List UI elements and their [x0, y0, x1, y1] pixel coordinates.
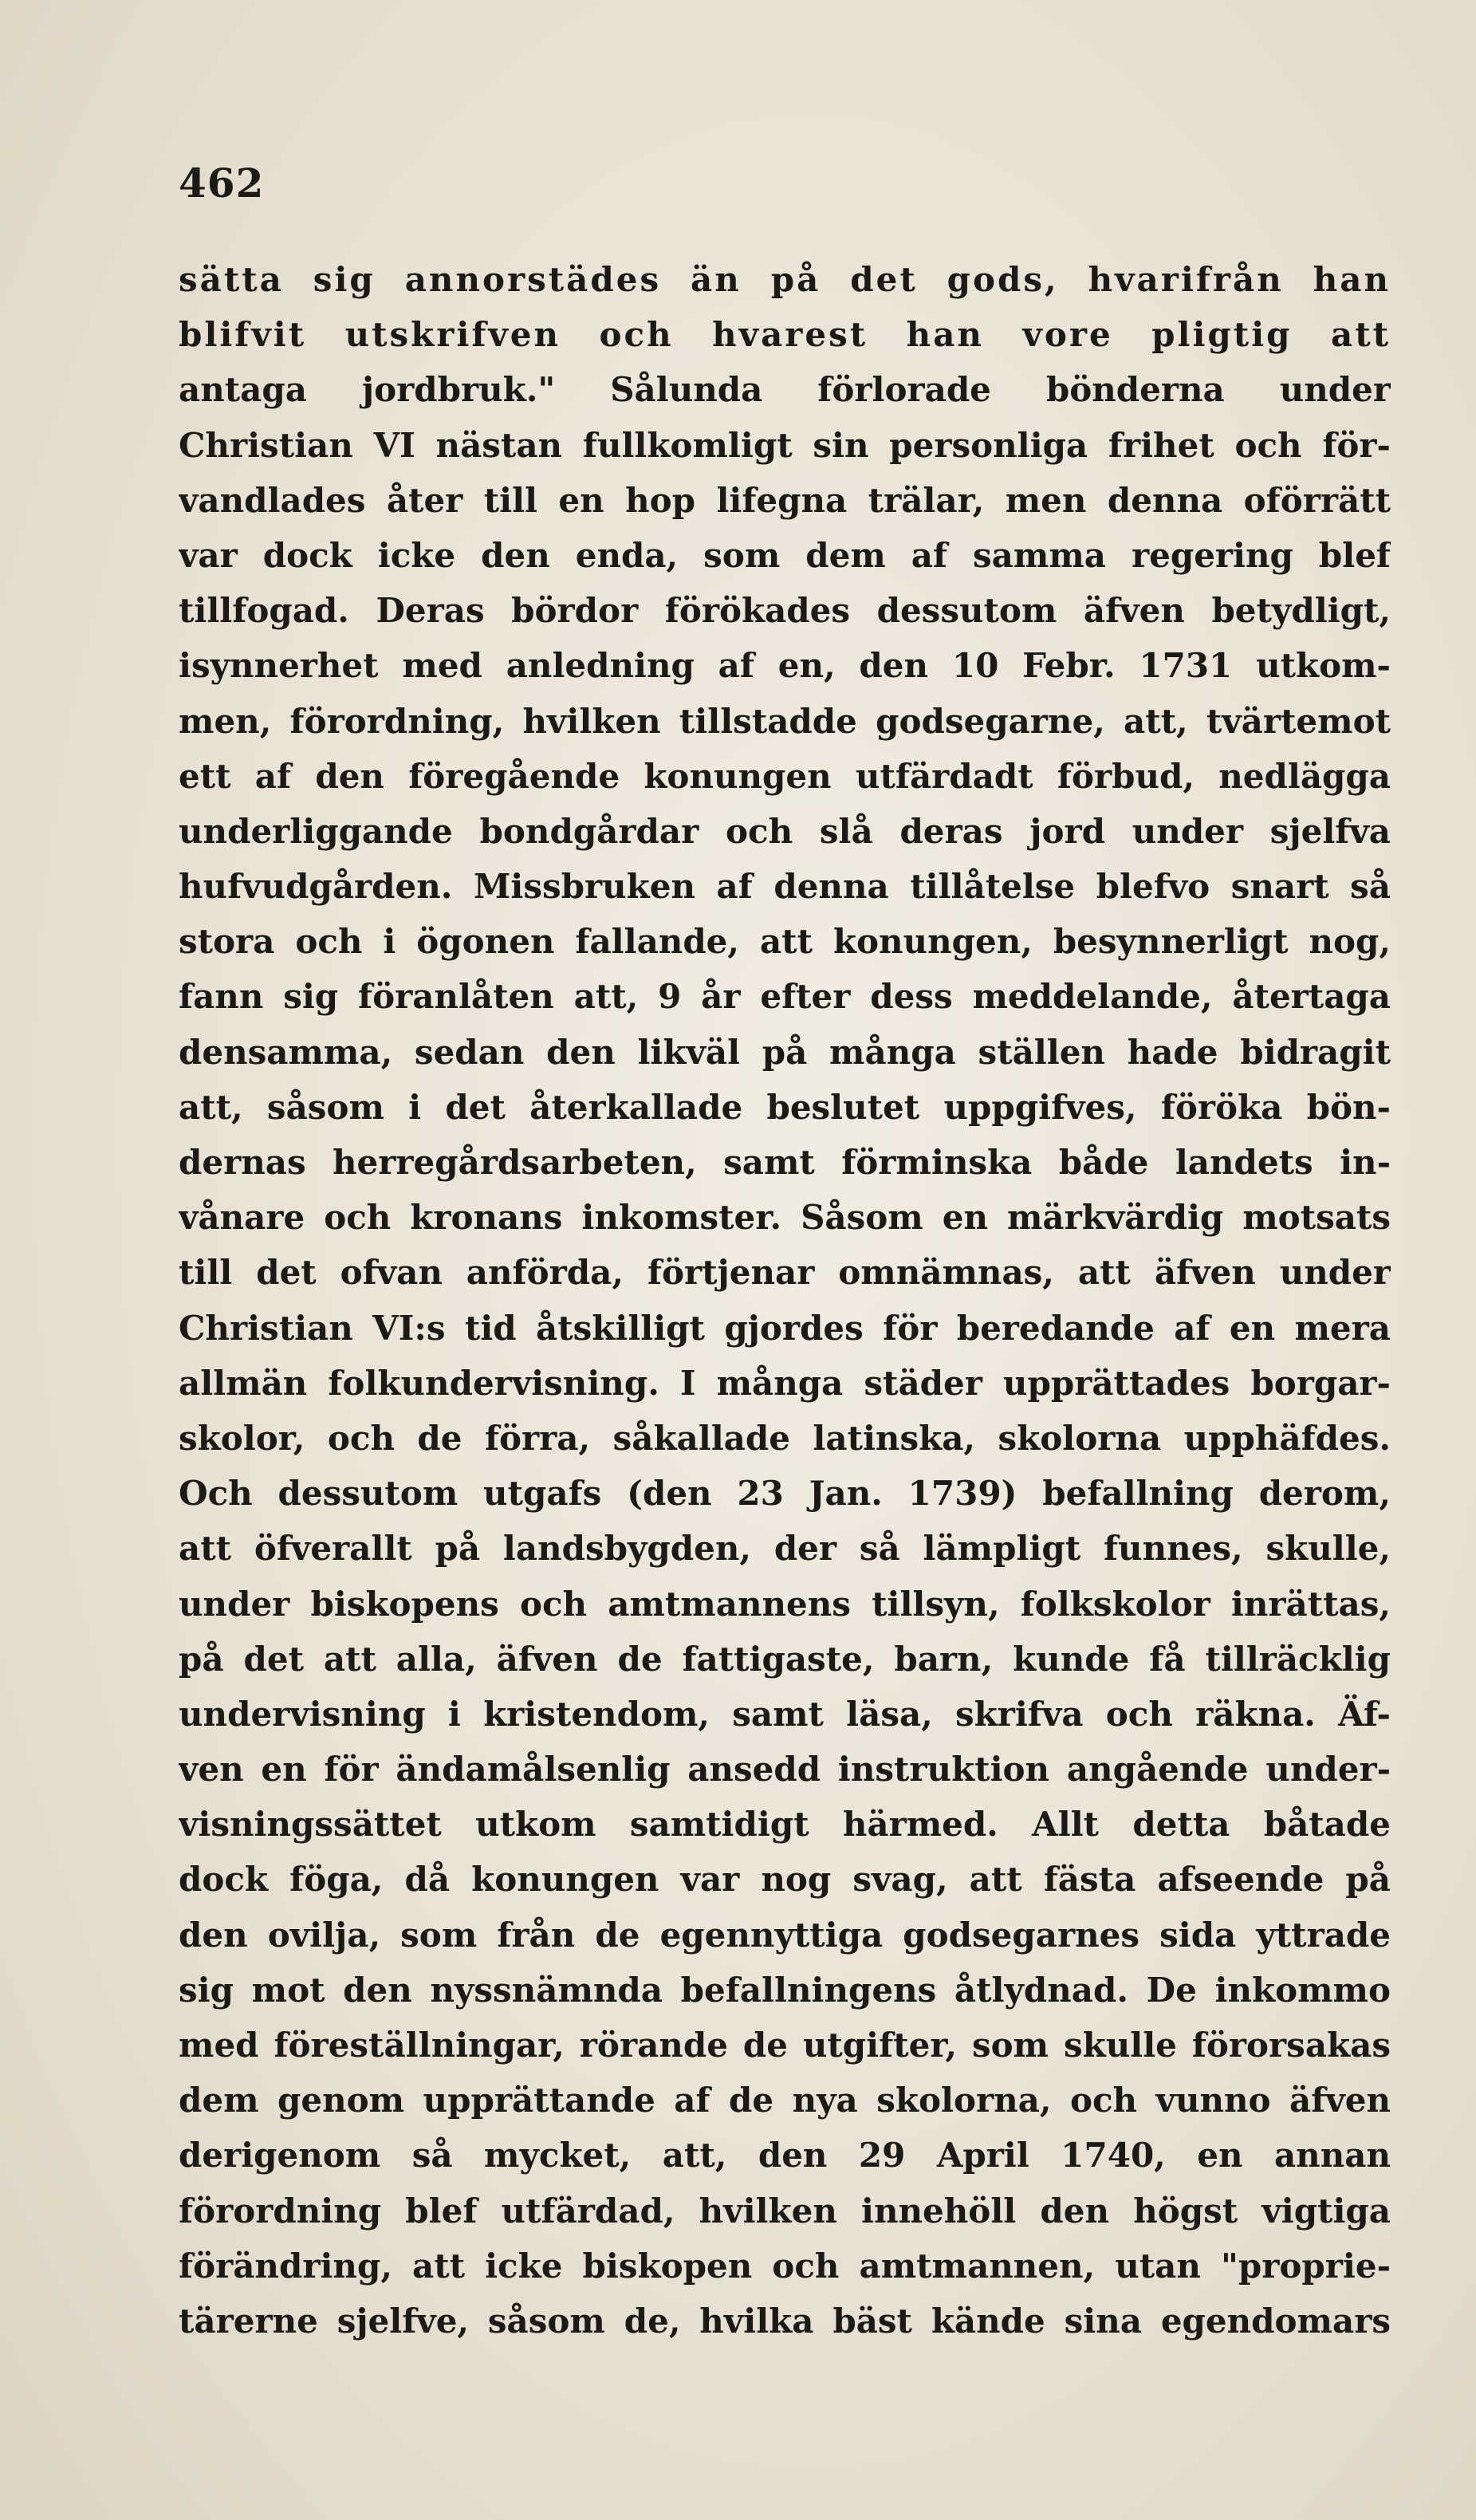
text-line: förändring, att icke biskopen och amtmannen, utan "proprie- — [179, 2246, 1391, 2286]
text-line: dem genom upprättande af de nya skolorna, och vunno äfven — [179, 2081, 1391, 2120]
text-line: underliggande bondgårdar och slå deras jord under sjelfva — [179, 811, 1391, 851]
text-line: hufvudgården. Missbruken af denna tillåtelse blefvo snart så — [179, 867, 1391, 907]
text-line: dock föga, då konungen var nog svag, att fästa afseende på — [179, 1860, 1391, 1900]
text-line: till det ofvan anförda, förtjenar omnämnas, att äfven under — [179, 1253, 1391, 1293]
text-line: Och dessutom utgafs (den 23 Jan. 1739) befallning derom, — [179, 1474, 1391, 1514]
text-line: förordning blef utfärdad, hvilken innehöll den högst vigtiga — [179, 2191, 1391, 2231]
text-line: Christian VI:s tid åtskilligt gjordes för beredande af en mera — [179, 1308, 1391, 1348]
body-text — [179, 252, 1391, 2349]
text-line: sig mot den nyssnämnda befallningens åtlydnad. De inkommo — [179, 1970, 1391, 2010]
text-line: blifvit utskrifven och hvarest han vore pligtig att — [179, 315, 1391, 355]
text-line: att öfverallt på landsbygden, der så lämpligt funnes, skulle, — [179, 1529, 1391, 1569]
text-line: ett af den föregående konungen utfärdadt förbud, nedlägga — [179, 756, 1391, 796]
text-line: ven en för ändamålsenlig ansedd instruktion angående under- — [179, 1750, 1391, 1790]
text-line: isynnerhet med anledning af en, den 10 Febr. 1731 utkom- — [179, 646, 1391, 686]
text-line: sätta sig annorstädes än på det gods, hvarifrån han — [179, 260, 1391, 299]
text-line: men, förordning, hvilken tillstadde godsegarne, att, tvärtemot — [179, 701, 1391, 741]
page-number: 462 — [179, 159, 265, 207]
text-line: allmän folkundervisning. I många städer upprättades borgar- — [179, 1363, 1391, 1403]
text-line: derigenom så mycket, att, den 29 April 1740, en annan — [179, 2136, 1391, 2175]
text-line: tärerne sjelfve, såsom de, hvilka bäst kände sina egendomars — [179, 2301, 1391, 2341]
text-line: den ovilja, som från de egennyttiga godsegarnes sida yttrade — [179, 1915, 1391, 1955]
text-line: skolor, och de förra, såkallade latinska, skolorna upphäfdes. — [179, 1418, 1391, 1458]
text-line: tillfogad. Deras bördor förökades dessutom äfven betydligt, — [179, 591, 1391, 631]
text-line: undervisning i kristendom, samt läsa, skrifva och räkna. Äf- — [179, 1694, 1391, 1734]
text-line: var dock icke den enda, som dem af samma regering blef — [179, 535, 1391, 575]
text-line: densamma, sedan den likväl på många ställen hade bidragit — [179, 1032, 1391, 1072]
text-line: under biskopens och amtmannens tillsyn, folkskolor inrättas, — [179, 1584, 1391, 1624]
text-line: vandlades åter till en hop lifegna trälar, men denna oförrätt — [179, 480, 1391, 520]
text-line: fann sig föranlåten att, 9 år efter dess meddelande, återtaga — [179, 977, 1391, 1017]
text-line: dernas herregårdsarbeten, samt förminska både landets in- — [179, 1143, 1391, 1182]
text-line: att, såsom i det återkallade beslutet uppgifves, föröka bön- — [179, 1087, 1391, 1127]
text-line: stora och i ögonen fallande, att konungen, besynnerligt nog, — [179, 922, 1391, 962]
text-line: antaga jordbruk." Sålunda förlorade bönderna under — [179, 370, 1391, 410]
text-line: vånare och kronans inkomster. Såsom en märkvärdig motsats — [179, 1198, 1391, 1238]
text-line: visningssättet utkom samtidigt härmed. Allt detta båtade — [179, 1805, 1391, 1845]
text-line: på det att alla, äfven de fattigaste, barn, kunde få tillräcklig — [179, 1639, 1391, 1679]
text-line: Christian VI nästan fullkomligt sin personliga frihet och för- — [179, 425, 1391, 465]
text-line: med föreställningar, rörande de utgifter, som skulle förorsakas — [179, 2026, 1391, 2065]
